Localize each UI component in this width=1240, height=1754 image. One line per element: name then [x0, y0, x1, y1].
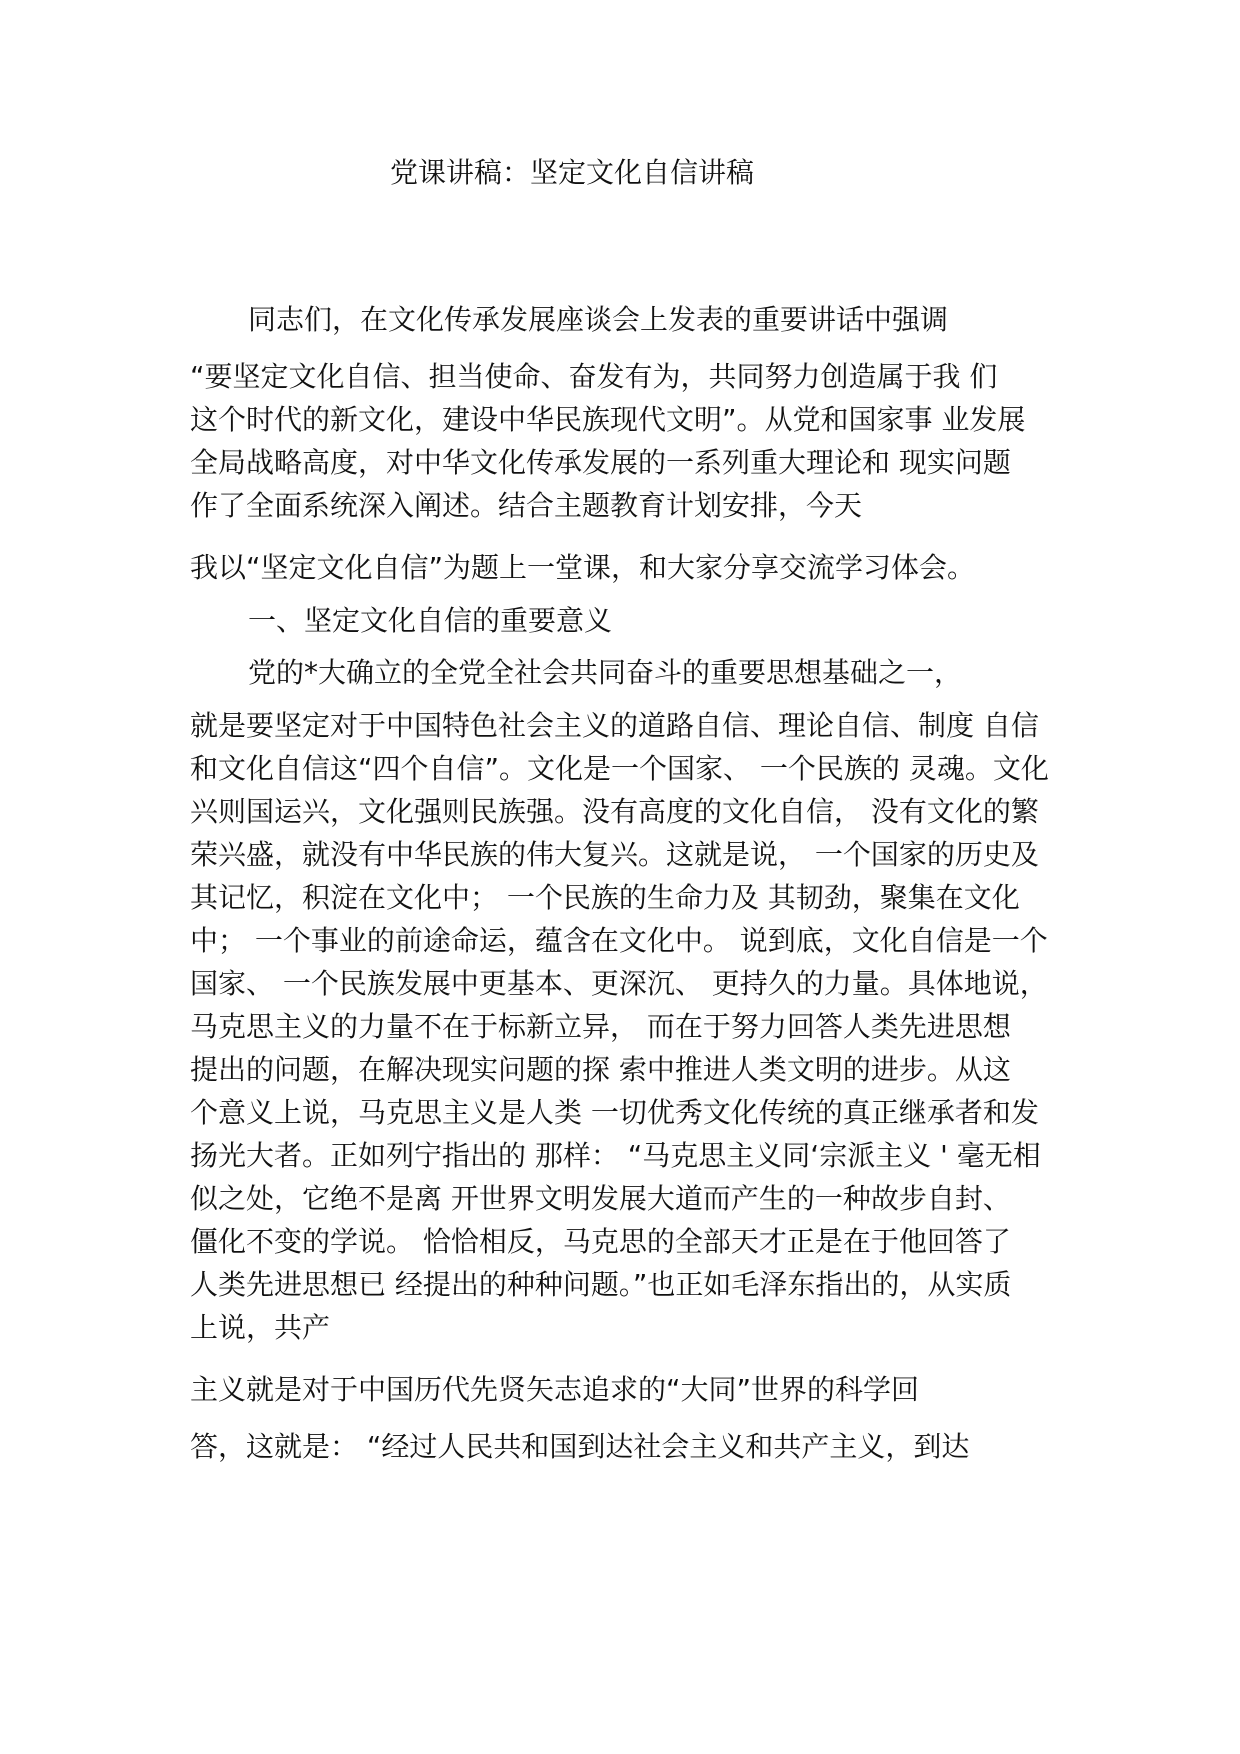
paragraph-line: 主义就是对于中国历代先贤矢志追求的“大同”世界的科学回	[190, 1373, 920, 1406]
paragraph-line: 同志们，在文化传承发展座谈会上发表的重要讲话中强调	[248, 303, 949, 336]
paragraph-line: 其记忆，积淀在文化中； 一个民族的生命力及 其韧劲，聚集在文化	[190, 881, 1020, 914]
paragraph-line: 马克思主义的力量不在于标新立异， 而在于努力回答人类先进思想	[190, 1010, 1011, 1043]
paragraph-line: 个意义上说，马克思主义是人类 一切优秀文化传统的真正继承者和发	[190, 1096, 1039, 1129]
paragraph-line: 提出的问题，在解决现实问题的探 索中推进人类文明的进步。从这	[190, 1053, 1011, 1086]
section-heading: 一、坚定文化自信的重要意义	[248, 604, 613, 637]
paragraph-line: 作了全面系统深入阐述。结合主题教育计划安排，今天	[190, 489, 863, 522]
paragraph-line: 全局战略高度，对中华文化传承发展的一系列重大理论和 现实问题	[190, 446, 1011, 479]
paragraph-line: “要坚定文化自信、担当使命、奋发有为，共同努力创造属于我 们	[190, 360, 998, 393]
paragraph-line: 国家、 一个民族发展中更基本、更深沉、 更持久的力量。具体地说，	[190, 967, 1048, 1000]
paragraph-line: 中； 一个事业的前途命运，蕴含在文化中。 说到底，文化自信是一个	[190, 924, 1048, 957]
paragraph-line: 和文化自信这“四个自信”。文化是一个国家、 一个民族的 灵魂。文化	[190, 752, 1049, 785]
paragraph-line: 上说，共产	[190, 1311, 331, 1344]
paragraph-line: 扬光大者。正如列宁指出的 那样： “马克思主义同‘宗派主义 ' 毫无相	[190, 1139, 1041, 1172]
paragraph-line: 就是要坚定对于中国特色社会主义的道路自信、理论自信、制度 自信	[190, 709, 1039, 742]
paragraph-line: 兴则国运兴，文化强则民族强。没有高度的文化自信， 没有文化的繁	[190, 795, 1039, 828]
document-title: 党课讲稿：坚定文化自信讲稿	[390, 156, 755, 189]
paragraph-line: 僵化不变的学说。 恰恰相反，马克思的全部天才正是在于他回答了	[190, 1225, 1011, 1258]
paragraph-line: 似之处，它绝不是离 开世界文明发展大道而产生的一种故步自封、	[190, 1182, 1011, 1215]
paragraph-line: 这个时代的新文化，建设中华民族现代文明”。从党和国家事 业发展	[190, 403, 1026, 436]
paragraph-line: 党的*大确立的全党全社会共同奋斗的重要思想基础之一，	[248, 656, 963, 689]
paragraph-line: 我以“坚定文化自信”为题上一堂课，和大家分享交流学习体会。	[190, 551, 976, 584]
paragraph-line: 答，这就是： “经过人民共和国到达社会主义和共产主义，到达	[190, 1430, 970, 1463]
paragraph-line: 荣兴盛，就没有中华民族的伟大复兴。这就是说， 一个国家的历史及	[190, 838, 1039, 871]
paragraph-line: 人类先进思想已 经提出的种种问题。”也正如毛泽东指出的，从实质	[190, 1268, 1012, 1301]
